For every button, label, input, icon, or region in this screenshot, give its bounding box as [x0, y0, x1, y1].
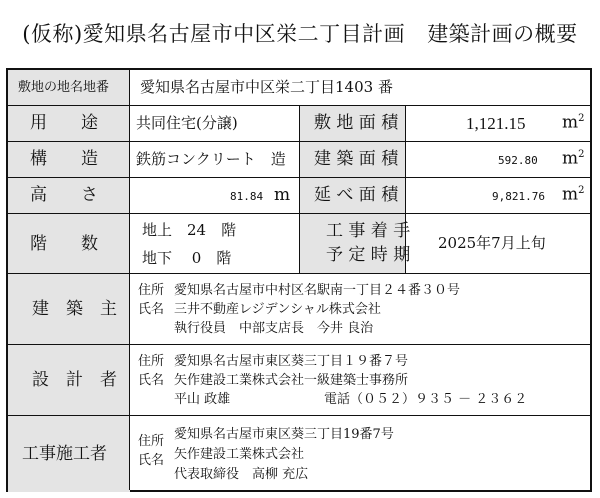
designer-person: 平山 政雄 [174, 392, 231, 407]
contractor-address-key: 住所 [138, 434, 165, 449]
height-unit: m [274, 185, 291, 205]
column-divider [299, 106, 300, 274]
lot-value: 愛知県名古屋市中区栄二丁目1403 番 [140, 78, 393, 96]
column-divider [129, 70, 130, 490]
designer-label: 設 計 者 [32, 370, 117, 390]
owner-address: 愛知県名古屋市中村区名駅南一丁目２４番３０号 [174, 283, 461, 298]
building-area-unit: $m^2$ [562, 148, 585, 169]
owner-label: 建 築 主 [32, 299, 117, 319]
project-name: (仮称)愛知県名古屋市中区栄二丁目計画 [22, 22, 406, 46]
owner-representative: 執行役員 中部支店長 今井 良治 [174, 321, 374, 336]
designer-name-key: 氏名 [138, 373, 165, 388]
notice-board [6, 68, 592, 492]
owner-address-key: 住所 [138, 283, 165, 298]
designer-address-key: 住所 [138, 354, 165, 369]
contractor-label: 工事施工者 [22, 444, 107, 464]
schedule-label-2: 予 定 時 期 [326, 245, 411, 265]
structure-value: 鉄筋コンクリート 造 [136, 150, 286, 168]
title-suffix: 建築計画の概要 [427, 22, 578, 46]
floor-area-value: 9,821.76 [492, 190, 545, 203]
floor-area-label: 延 べ 面 積 [314, 185, 399, 205]
contractor-name: 矢作建設工業株式会社 [174, 447, 305, 462]
building-area-value: 592.80 [498, 154, 538, 167]
schedule-label-1: 工 事 着 手 [326, 221, 411, 241]
designer-address: 愛知県名古屋市東区葵三丁目１９番７号 [174, 354, 409, 369]
floors-label: 階 数 [30, 234, 98, 254]
contractor-address: 愛知県名古屋市東区葵三丁目19番7号 [174, 427, 394, 442]
contractor-name-key: 氏名 [138, 453, 165, 468]
height-label: 高 さ [30, 185, 98, 205]
lot-label: 敷地の地名地番 [18, 80, 110, 95]
height-value: 81.84 [230, 190, 264, 203]
site-area-value: 1,121.15 [466, 114, 526, 133]
owner-name: 三井不動産レジデンシャル株式会社 [174, 302, 381, 317]
floors-below: 地下 0 階 [142, 249, 232, 267]
row-divider [8, 415, 590, 416]
use-value: 共同住宅(分譲) [136, 114, 238, 132]
row-divider [8, 344, 590, 345]
building-area-label: 建 築 面 積 [314, 149, 399, 169]
designer-phone: 電話（０５２）９３５ － ２３６２ [324, 392, 528, 407]
contractor-representative: 代表取締役 高柳 充広 [174, 467, 309, 482]
owner-name-key: 氏名 [138, 302, 165, 317]
schedule-value: 2025年7月上旬 [438, 234, 546, 252]
structure-label: 構 造 [30, 149, 98, 169]
designer-name: 矢作建設工業株式会社一級建築士事務所 [174, 373, 409, 388]
sign-title [0, 18, 600, 48]
floor-area-unit: $m^2$ [562, 184, 585, 205]
site-area-label: 敷 地 面 積 [314, 113, 399, 133]
use-label: 用 途 [30, 113, 98, 133]
site-area-unit: $m^2$ [562, 112, 585, 133]
floors-above: 地上 24 階 [142, 221, 237, 239]
